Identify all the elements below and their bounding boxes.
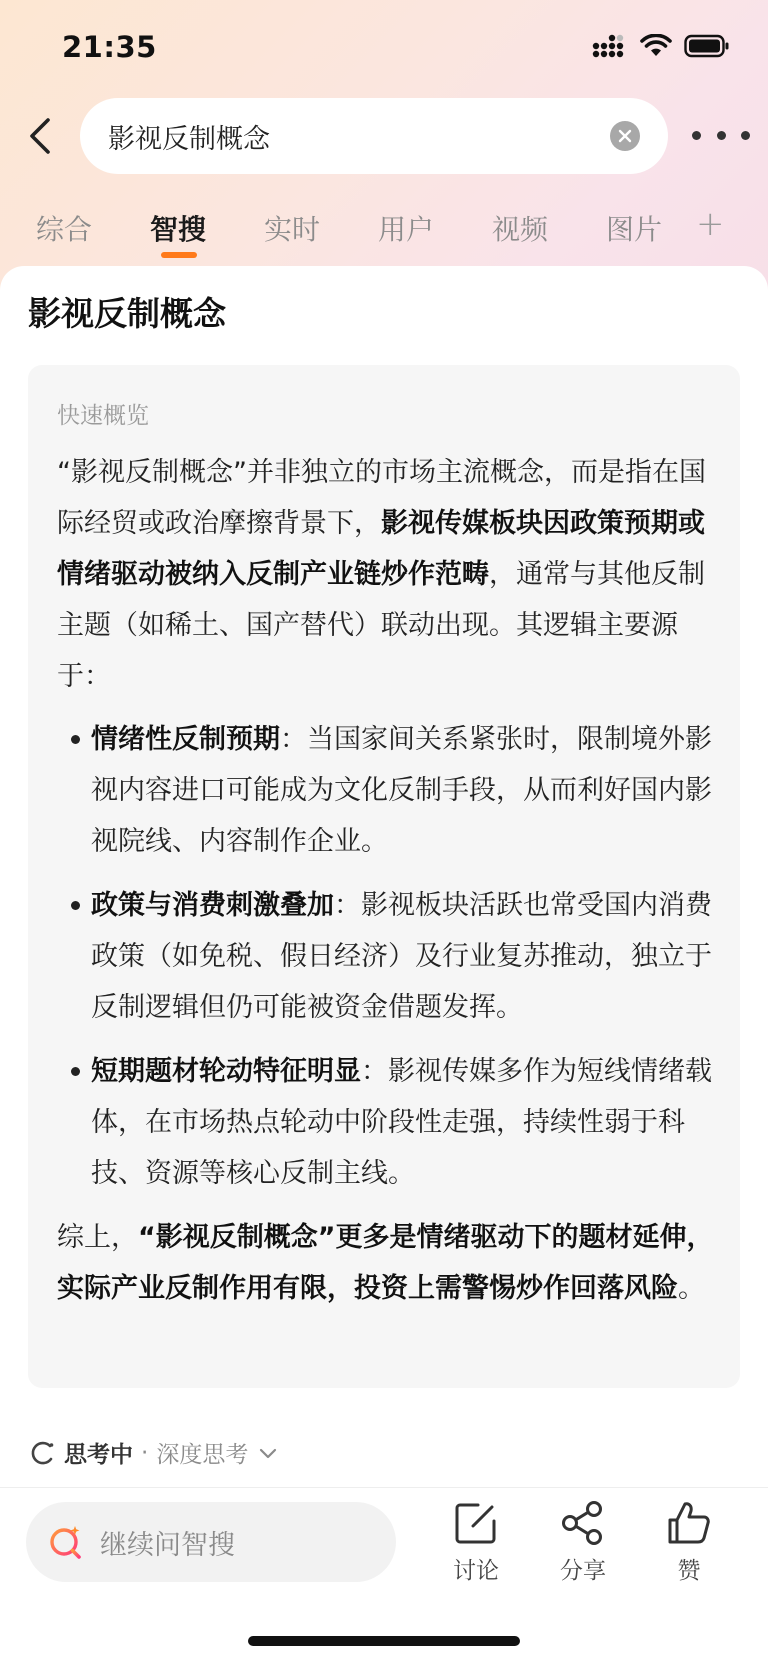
bullet-heading: 情绪性反制预期 [91, 724, 280, 755]
conclusion-emphasis: “影视反制概念”更多是情绪驱动下的题材延伸，实际产业反制作用有限，投资上需警惕炒作回落风险 [57, 1222, 714, 1304]
loading-spinner-icon [28, 1439, 56, 1467]
add-tab-button[interactable]: + [696, 204, 725, 244]
thinking-mode: 深度思考 [156, 1442, 249, 1468]
list-item [57, 714, 717, 867]
conclusion-text-1: 综上， [57, 1222, 138, 1253]
list-item [57, 1046, 717, 1199]
share-label: 分享 [560, 1558, 606, 1584]
conclusion-text-2: 。 [678, 1273, 705, 1304]
intro-emphasis: 影视传媒板块因政策预期或情绪驱动被纳入反制产业链炒作范畴 [57, 508, 705, 590]
thinking-status: 思考中 [64, 1442, 133, 1468]
more-dot-icon [741, 131, 750, 140]
search-tabs [0, 196, 768, 266]
intro-paragraph [57, 447, 717, 702]
intro-text-2: ，通常与其他反制主题（如稀土、国产替代）联动出现。其逻辑主要源于： [57, 559, 705, 692]
bullet-body: ：当国家间关系紧张时，限制境外影视内容进口可能成为文化反制手段，从而利好国内影视院线、内容制作企业。 [91, 724, 712, 857]
page-title: 影视反制概念 [28, 294, 226, 333]
card-label: 快速概览 [57, 403, 149, 429]
tab-images[interactable]: 图片 [606, 213, 663, 246]
tab-realtime[interactable]: 实时 [264, 213, 321, 246]
close-icon [618, 129, 632, 143]
ai-search-icon [46, 1522, 86, 1562]
status-icons [592, 34, 730, 58]
active-tab-indicator [161, 252, 197, 258]
clear-search-button[interactable] [610, 121, 640, 151]
discuss-button[interactable] [436, 1498, 516, 1585]
home-indicator [248, 1636, 520, 1646]
cellular-signal-icon [592, 34, 628, 58]
chevron-left-icon [18, 112, 66, 160]
bullet-icon [71, 735, 80, 744]
more-dot-icon [717, 131, 726, 140]
bullet-heading: 政策与消费刺激叠加 [91, 890, 334, 921]
bullet-heading: 短期题材轮动特征明显 [91, 1056, 361, 1087]
more-options-button[interactable] [692, 118, 750, 152]
tab-videos[interactable]: 视频 [492, 213, 549, 246]
battery-icon [684, 34, 730, 58]
thinking-separator: · [141, 1439, 149, 1466]
follow-up-placeholder: 继续问智搜 [100, 1529, 235, 1561]
edit-icon [451, 1498, 501, 1548]
like-button[interactable] [649, 1498, 729, 1585]
like-label: 赞 [677, 1558, 701, 1584]
tab-users[interactable]: 用户 [378, 213, 435, 246]
tab-smart-search[interactable]: 智搜 [150, 213, 207, 246]
share-icon [558, 1498, 608, 1548]
discuss-label: 讨论 [453, 1558, 499, 1584]
status-time: 21:35 [62, 30, 157, 64]
search-input[interactable] [80, 98, 668, 174]
intro-text-1: “影视反制概念”并非独立的市场主流概念，而是指在国际经贸或政治摩擦背景下， [57, 457, 706, 539]
thumbs-up-icon [664, 1498, 714, 1548]
share-button[interactable] [543, 1498, 623, 1585]
status-bar [0, 0, 768, 92]
bullet-icon [71, 1067, 80, 1076]
bullet-body: ：影视传媒多作为短线情绪载体，在市场热点轮动中阶段性走强，持续性弱于科技、资源等核心反制主线。 [91, 1056, 712, 1189]
back-button[interactable] [18, 112, 66, 160]
conclusion-paragraph [57, 1212, 717, 1314]
follow-up-input[interactable] [26, 1502, 396, 1582]
chevron-down-icon [256, 1441, 280, 1465]
search-query-text: 影视反制概念 [108, 123, 270, 155]
deep-thinking-toggle[interactable] [28, 1436, 280, 1469]
more-dot-icon [692, 131, 701, 140]
list-item [57, 880, 717, 1033]
bullet-body: ：影视板块活跃也常受国内消费政策（如免税、假日经济）及行业复苏推动，独立于反制逻辑但仍可能被资金借题发挥。 [91, 890, 712, 1023]
tab-comprehensive[interactable]: 综合 [36, 213, 93, 246]
wifi-icon [640, 34, 672, 58]
bullet-icon [71, 901, 80, 910]
